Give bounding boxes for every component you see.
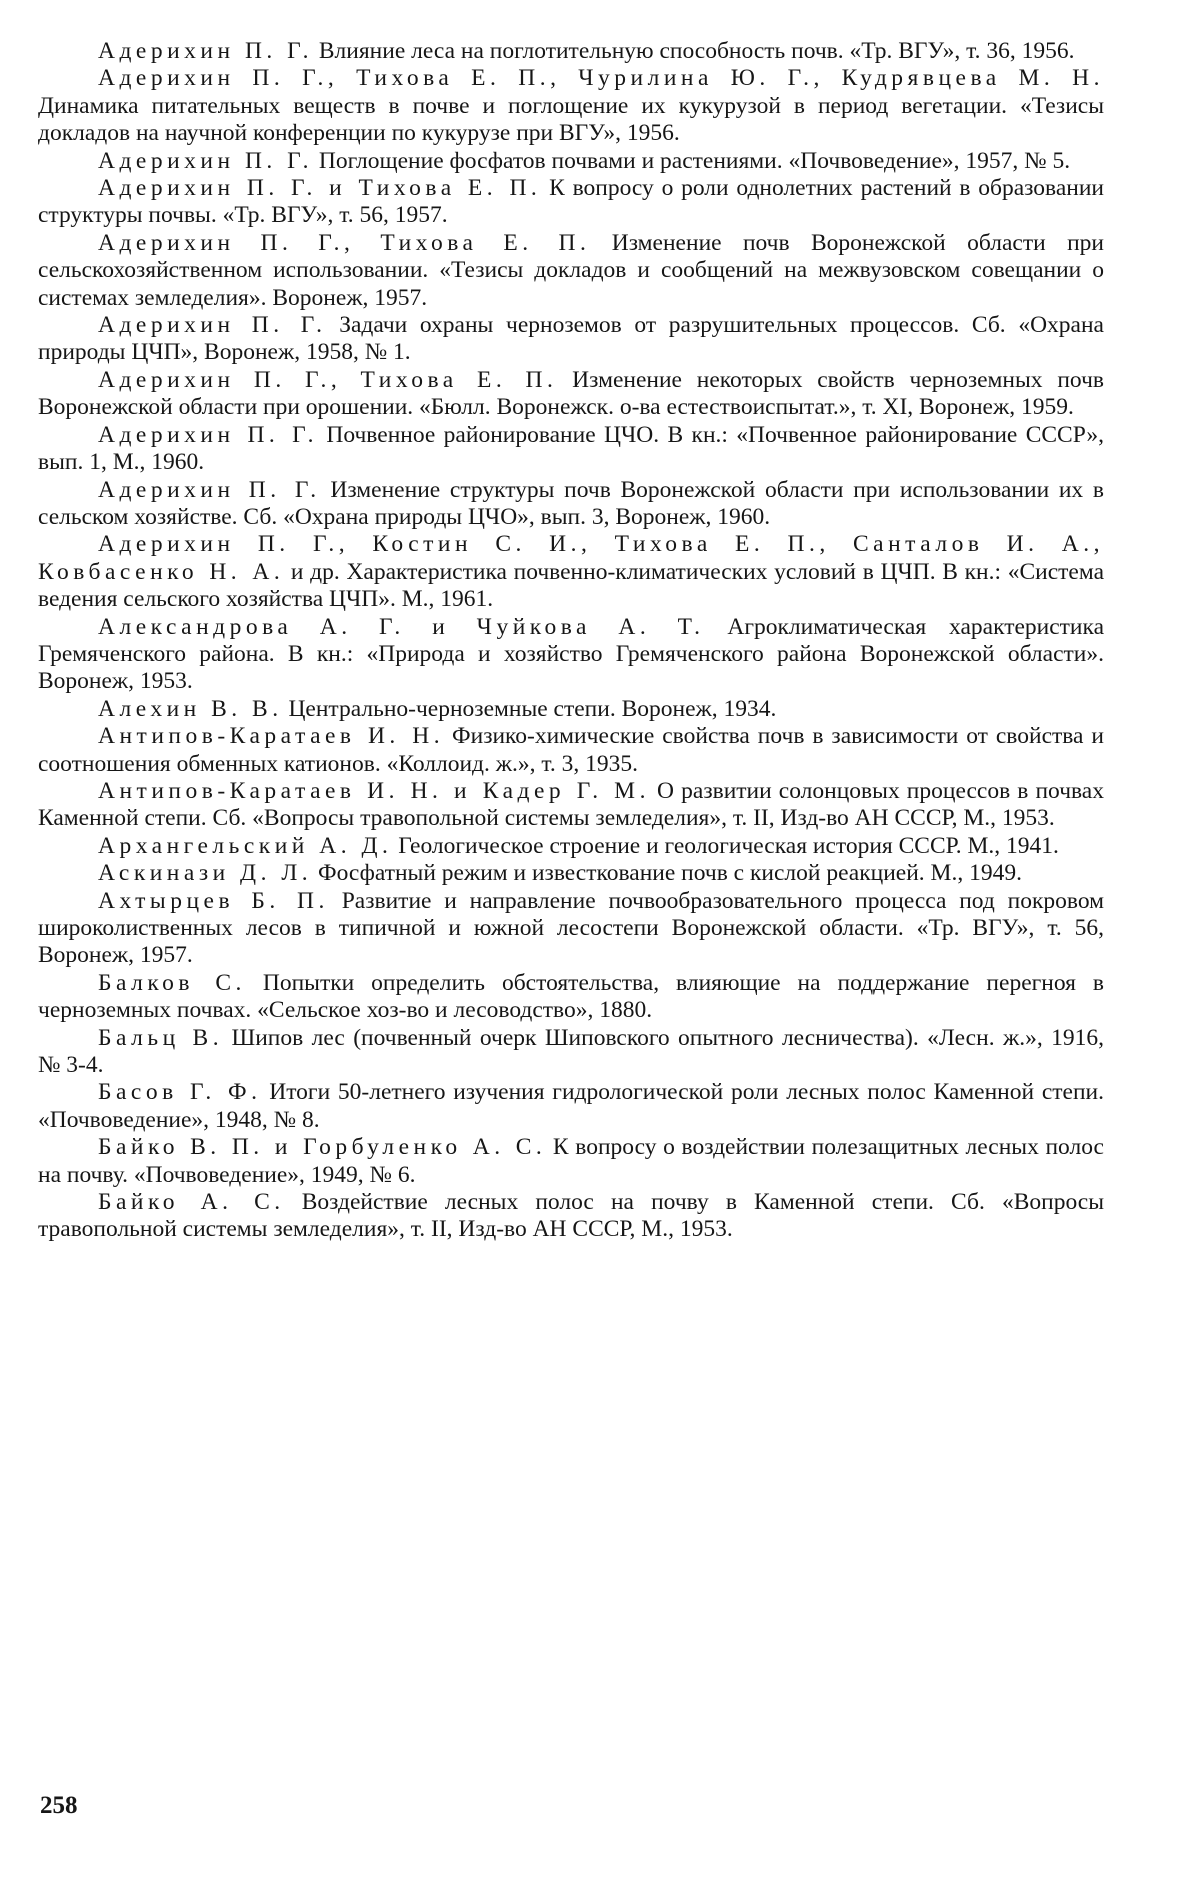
bibliography-entry — [38, 312, 1104, 367]
entry-author: Алехин В. В. — [98, 695, 283, 722]
entry-author: Байко А. С. — [98, 1189, 285, 1216]
bibliography-entry — [38, 696, 1104, 723]
bibliography-entry — [38, 1025, 1104, 1080]
bibliography-entry — [38, 367, 1104, 422]
bibliography-entry — [38, 531, 1104, 613]
entry-author: Адерихин П. Г. — [98, 476, 321, 503]
entry-author: Бальц В. — [98, 1024, 224, 1051]
entry-text: Агроклиматическая характеристика Гремяченского района. В кн.: «Природа и хозяйство Гремяченского района Воронежской области». Воронеж, 1953. — [38, 613, 1105, 695]
entry-author: Антипов-Каратаев И. Н. — [98, 723, 445, 750]
bibliography-entry — [38, 230, 1104, 312]
entry-text: Влияние леса на поглотительную способность почв. «Тр. ВГУ», т. 36, 1956. — [313, 38, 1075, 64]
bibliography-page — [38, 38, 1104, 1244]
bibliography-entry — [38, 422, 1104, 477]
entry-author: Архангельский А. Д. — [98, 832, 393, 859]
entry-author: Адерихин П. Г., Тихова Е. П. — [98, 366, 558, 393]
bibliography-entry — [38, 1189, 1104, 1244]
entry-author: Антипов-Каратаев И. Н. и Кадер Г. М. — [98, 777, 650, 804]
entry-text: Шипов лес (почвенный очерк Шиповского опытного лесничества). «Лесн. ж.», 1916, № 3-4. — [38, 1024, 1104, 1079]
entry-text: Итоги 50-летнего изучения гидрологической роли лесных полос Каменной степи. «Почвоведение», 1948, № 8. — [38, 1079, 1105, 1133]
entry-author: Адерихин П. Г. — [98, 312, 327, 339]
entry-text: К вопросу о роли однолетних растений в образовании структуры почвы. «Тр. ВГУ», т. 56, 1957. — [38, 175, 1105, 229]
entry-text: Изменение структуры почв Воронежской области при использовании их в сельском хозяйстве. Сб. «Охрана природы ЦЧО», вып. 3, Воронеж, 1960. — [38, 476, 1104, 530]
entry-author: Аскинази Д. Л. — [98, 860, 313, 887]
entry-author: Балков С. — [98, 969, 246, 996]
entry-author: Басов Г. Ф. — [98, 1079, 262, 1106]
bibliography-entry — [38, 723, 1104, 778]
bibliography-entry — [38, 614, 1104, 696]
entry-text: Попытки определить обстоятельства, влияющие на поддержание перегноя в черноземных почвах. «Сельское хоз-во и лесоводство», 1880. — [38, 969, 1104, 1024]
entry-text: Геологическое строение и геологическая история СССР. М., 1941. — [392, 832, 1059, 859]
bibliography-entry — [38, 38, 1104, 65]
bibliography-entry — [38, 778, 1104, 833]
entry-text: Почвенное районирование ЦЧО. В кн.: «Почвенное районирование СССР», вып. 1, М., 1960. — [38, 421, 1104, 476]
entry-text: Центрально-черноземные степи. Воронеж, 1934. — [282, 695, 777, 722]
entry-text: Развитие и направление почвообразовательного процесса под покровом широколиственных лесов в типичной и южной лесостепи Воронежской области. «Тр. ВГУ», т. 56, Воронеж, 1957. — [38, 887, 1104, 969]
entry-author: Адерихин П. Г., Тихова Е. П. — [98, 229, 591, 256]
entry-text: Задачи охраны черноземов от разрушительных процессов. Сб. «Охрана природы ЦЧП», Воронеж, 1958, № 1. — [38, 312, 1104, 366]
entry-author: Адерихин П. Г. — [98, 38, 313, 64]
page-number: 258 — [40, 1792, 78, 1819]
bibliography-entry — [38, 477, 1104, 532]
entry-text: Поглощение фосфатов почвами и растениями. «Почвоведение», 1957, № 5. — [313, 147, 1071, 174]
entry-text: Изменение некоторых свойств черноземных почв Воронежской области при орошении. «Бюлл. Воронежск. о-ва естествоиспытат.», т. XI, Воронеж, 1959. — [38, 366, 1104, 421]
bibliography-entry — [38, 860, 1104, 887]
entry-text: К вопросу о воздействии полезащитных лесных полос на почву. «Почвоведение», 1949, № 6. — [38, 1134, 1104, 1188]
entry-author: Адерихин П. Г. — [98, 147, 313, 174]
entry-author: Адерихин П. Г. — [98, 421, 318, 448]
entry-author: Байко В. П. и Горбуленко А. С. — [98, 1134, 547, 1161]
bibliography-entry — [38, 1134, 1104, 1189]
bibliography-entry — [38, 65, 1104, 147]
entry-author: Ахтырцев Б. П. — [98, 887, 329, 914]
bibliography-entry — [38, 833, 1104, 860]
bibliography-entry — [38, 148, 1104, 175]
bibliography-entry — [38, 888, 1104, 970]
bibliography-list — [38, 38, 1104, 1244]
entry-text: Фосфатный режим и известкование почв с кислой реакцией. М., 1949. — [312, 860, 1022, 887]
entry-author: Адерихин П. Г., Тихова Е. П., Чурилина Ю. Г., Кудрявцева М. Н. — [98, 65, 1104, 92]
entry-text: Динамика питательных веществ в почве и поглощение их кукурузой в период вегетации. «Тезисы докладов на научной конференции по кукурузе при ВГУ», 1956. — [38, 92, 1104, 147]
entry-author: Адерихин П. Г. и Тихова Е. П. — [98, 175, 542, 202]
entry-text: Изменение почв Воронежской области при сельскохозяйственном использовании. «Тезисы докладов и сообщений на межвузовском совещании о системах земледелия». Воронеж, 1957. — [38, 229, 1104, 311]
entry-text: и др. Характеристика почвенно-климатических условий в ЦЧП. В кн.: «Система ведения сельского хозяйства ЦЧП». М., 1961. — [38, 558, 1104, 613]
entry-author: Адерихин П. Г., Костин С. И., Тихова Е. П., Санталов И. А., Ковбасенко Н. А. — [38, 531, 1104, 585]
entry-text: Воздействие лесных полос на почву в Каменной степи. Сб. «Вопросы травопольной системы земледелия», т. II, Изд-во АН СССР, М., 1953. — [38, 1189, 1104, 1243]
entry-text: О развитии солонцовых процессов в почвах Каменной степи. Сб. «Вопросы травопольной системы земледелия», т. II, Изд-во АН СССР, М., 1953. — [38, 777, 1104, 832]
bibliography-entry — [38, 970, 1104, 1025]
bibliography-entry — [38, 175, 1104, 230]
entry-author: Александрова А. Г. и Чуйкова А. Т. — [98, 613, 705, 640]
bibliography-entry — [38, 1079, 1104, 1134]
entry-text: Физико-химические свойства почв в зависимости от свойства и соотношения обменных катионов. «Коллоид. ж.», т. 3, 1935. — [38, 723, 1105, 777]
